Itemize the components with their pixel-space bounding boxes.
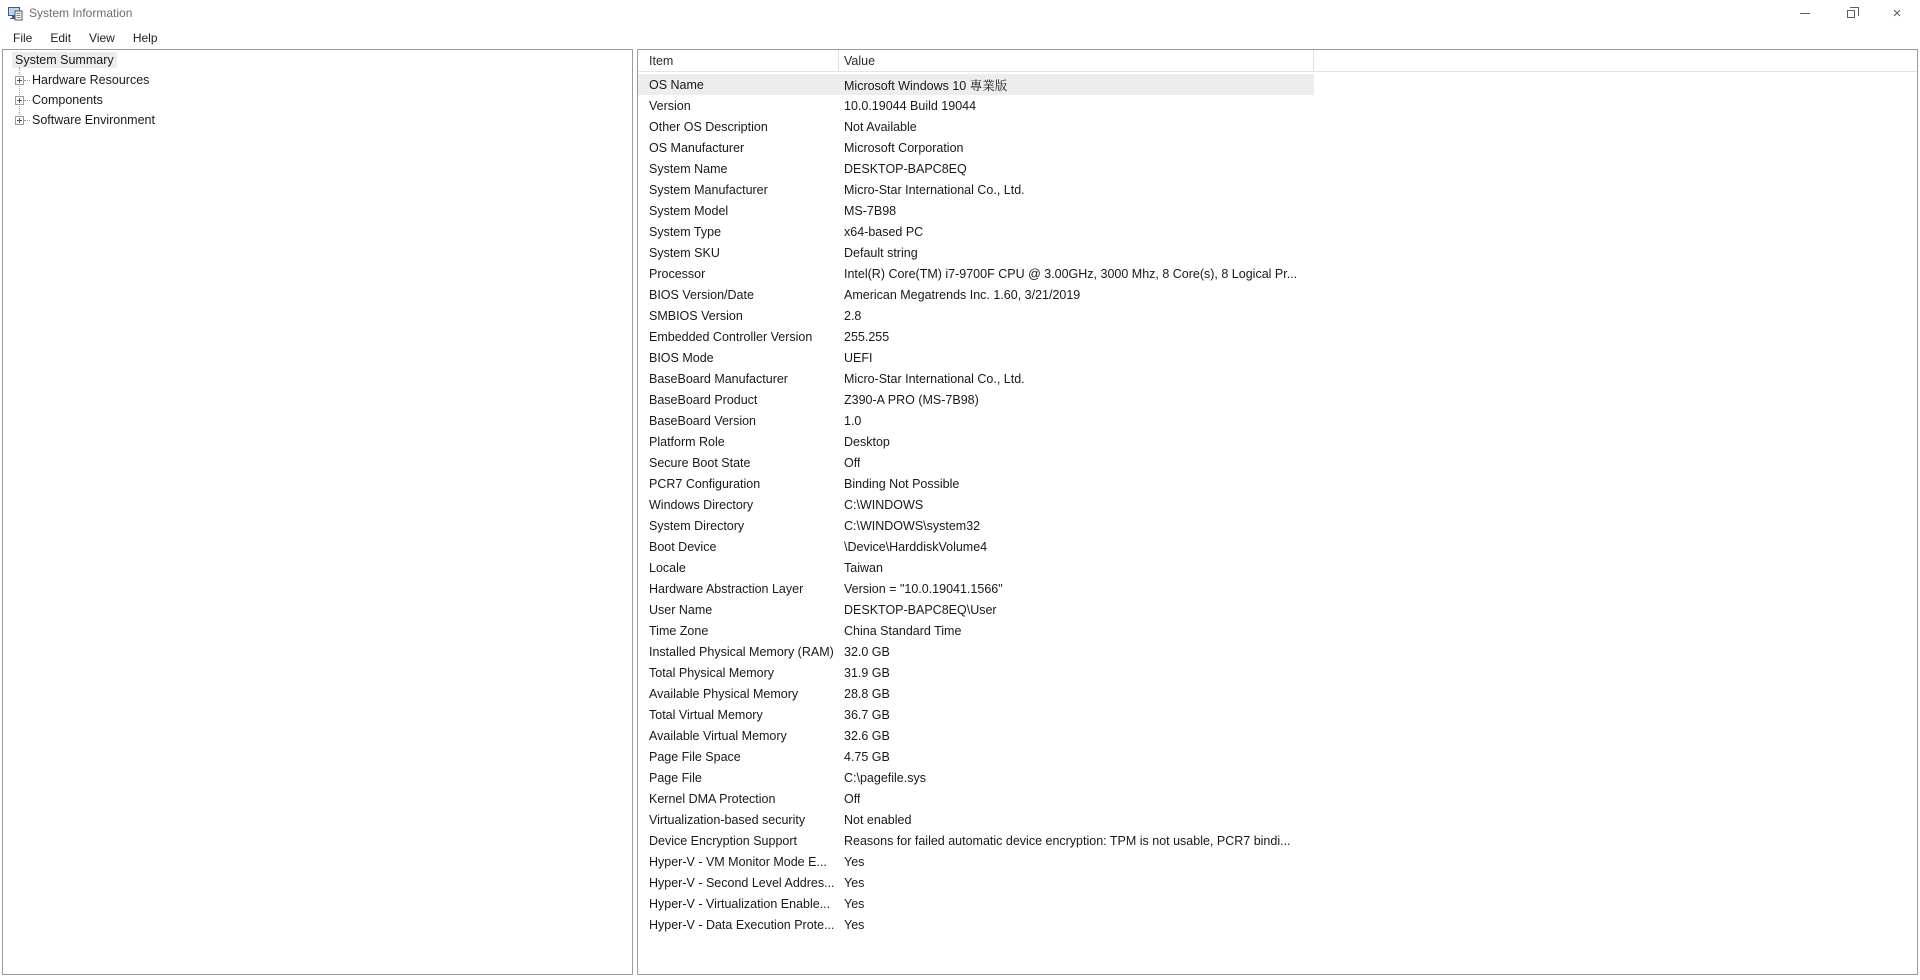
- value-cell: Off: [844, 455, 861, 470]
- table-row[interactable]: [638, 116, 1917, 137]
- expand-plus-icon[interactable]: [15, 76, 24, 85]
- item-cell: Time Zone: [649, 623, 709, 638]
- value-cell: Reasons for failed automatic device encryption: TPM is not usable, PCR7 bindi...: [844, 833, 1291, 848]
- table-row[interactable]: [638, 137, 1917, 158]
- table-row[interactable]: [638, 620, 1917, 641]
- item-cell: Total Virtual Memory: [649, 707, 763, 722]
- list-header: [638, 50, 1917, 72]
- item-cell: Virtualization-based security: [649, 812, 806, 827]
- table-rows: [638, 74, 1917, 935]
- table-row[interactable]: [638, 599, 1917, 620]
- minimize-button[interactable]: [1782, 0, 1828, 26]
- item-cell: Available Virtual Memory: [649, 728, 787, 743]
- item-cell: Device Encryption Support: [649, 833, 797, 848]
- item-cell: BIOS Mode: [649, 350, 714, 365]
- item-cell: Hyper-V - Second Level Addres...: [649, 875, 835, 890]
- table-row[interactable]: [638, 326, 1917, 347]
- table-row[interactable]: [638, 788, 1917, 809]
- table-row[interactable]: [638, 347, 1917, 368]
- table-row[interactable]: [638, 662, 1917, 683]
- category-tree: [3, 50, 632, 130]
- value-cell: Yes: [844, 875, 865, 890]
- value-cell: Off: [844, 791, 861, 806]
- item-cell: SMBIOS Version: [649, 308, 743, 323]
- tree-dash-connector: [24, 100, 30, 101]
- value-cell: Micro-Star International Co., Ltd.: [844, 182, 1025, 197]
- value-cell: Taiwan: [844, 560, 883, 575]
- table-row[interactable]: [638, 830, 1917, 851]
- table-row[interactable]: [638, 683, 1917, 704]
- value-cell: Default string: [844, 245, 918, 260]
- item-cell: BaseBoard Manufacturer: [649, 371, 788, 386]
- value-cell: Version = "10.0.19041.1566": [844, 581, 1003, 596]
- item-cell: Platform Role: [649, 434, 725, 449]
- value-cell: C:\WINDOWS: [844, 497, 924, 512]
- system-information-app-icon: [7, 5, 23, 21]
- value-cell: 1.0: [844, 413, 862, 428]
- column-header-item[interactable]: Item: [638, 50, 839, 71]
- menu-file[interactable]: File: [13, 30, 33, 45]
- value-cell: MS-7B98: [844, 203, 897, 218]
- item-cell: System Directory: [649, 518, 745, 533]
- value-cell: Intel(R) Core(TM) i7-9700F CPU @ 3.00GHz, 3000 Mhz, 8 Core(s), 8 Logical Pr...: [844, 266, 1298, 281]
- table-row[interactable]: [638, 704, 1917, 725]
- table-row[interactable]: [638, 158, 1917, 179]
- tree-dash-connector: [24, 80, 30, 81]
- value-cell: C:\WINDOWS\system32: [844, 518, 981, 533]
- table-row[interactable]: [638, 641, 1917, 662]
- menu-help[interactable]: Help: [132, 30, 158, 45]
- item-cell: Kernel DMA Protection: [649, 791, 776, 806]
- item-cell: User Name: [649, 602, 713, 617]
- item-cell: Secure Boot State: [649, 455, 751, 470]
- tree-root-label: System Summary: [12, 52, 117, 68]
- value-cell: DESKTOP-BAPC8EQ\User: [844, 602, 997, 617]
- table-row[interactable]: [638, 389, 1917, 410]
- table-row[interactable]: [638, 200, 1917, 221]
- tree-item-hardware-resources[interactable]: [3, 70, 632, 90]
- item-cell: Boot Device: [649, 539, 717, 554]
- close-button[interactable]: [1874, 0, 1920, 26]
- tree-item-components[interactable]: [3, 90, 632, 110]
- table-row[interactable]: [638, 536, 1917, 557]
- table-row[interactable]: [638, 809, 1917, 830]
- column-header-filler: [1314, 50, 1917, 71]
- value-cell: 2.8: [844, 308, 862, 323]
- table-row[interactable]: [638, 242, 1917, 263]
- value-cell: Microsoft Windows 10 專業版: [844, 78, 1008, 93]
- menu-edit[interactable]: Edit: [50, 30, 72, 45]
- item-cell: Page File: [649, 770, 702, 785]
- tree-item-software-environment[interactable]: [3, 110, 632, 130]
- value-cell: 32.6 GB: [844, 728, 890, 743]
- value-cell: 10.0.19044 Build 19044: [844, 98, 977, 113]
- table-row[interactable]: [638, 221, 1917, 242]
- column-header-value[interactable]: Value: [839, 50, 1314, 71]
- details-list-panel: [637, 49, 1918, 975]
- table-row[interactable]: [638, 284, 1917, 305]
- item-cell: BaseBoard Product: [649, 392, 758, 407]
- value-cell: DESKTOP-BAPC8EQ: [844, 161, 967, 176]
- value-cell: C:\pagefile.sys: [844, 770, 926, 785]
- item-cell: Other OS Description: [649, 119, 768, 134]
- value-cell: Yes: [844, 854, 865, 869]
- value-cell: \Device\HarddiskVolume4: [844, 539, 988, 554]
- table-row[interactable]: [638, 893, 1917, 914]
- table-row[interactable]: [638, 74, 1314, 95]
- value-cell: Not Available: [844, 119, 917, 134]
- item-cell: Total Physical Memory: [649, 665, 775, 680]
- expand-plus-icon[interactable]: [15, 96, 24, 105]
- table-row[interactable]: [638, 578, 1917, 599]
- item-cell: Hardware Abstraction Layer: [649, 581, 804, 596]
- tree-dash-connector: [24, 120, 30, 121]
- table-row[interactable]: [638, 557, 1917, 578]
- value-cell: Yes: [844, 917, 865, 932]
- item-cell: PCR7 Configuration: [649, 476, 761, 491]
- table-row[interactable]: [638, 431, 1917, 452]
- item-cell: Version: [649, 98, 691, 113]
- value-cell: 31.9 GB: [844, 665, 890, 680]
- table-row[interactable]: [638, 473, 1917, 494]
- table-row[interactable]: [638, 746, 1917, 767]
- tree-children: [3, 70, 632, 130]
- table-row[interactable]: [638, 914, 1917, 935]
- value-cell: Z390-A PRO (MS-7B98): [844, 392, 979, 407]
- item-cell: Hyper-V - Virtualization Enable...: [649, 896, 831, 911]
- tree-item-label: Components: [32, 93, 103, 107]
- table-row[interactable]: [638, 725, 1917, 746]
- table-row[interactable]: [638, 767, 1917, 788]
- window-controls: [1782, 0, 1920, 26]
- item-cell: Hyper-V - Data Execution Prote...: [649, 917, 835, 932]
- tree-item-system-summary[interactable]: [3, 50, 632, 70]
- restore-icon: [1847, 10, 1855, 18]
- item-cell: Hyper-V - VM Monitor Mode E...: [649, 854, 827, 869]
- value-cell: Micro-Star International Co., Ltd.: [844, 371, 1025, 386]
- tree-item-label: Software Environment: [32, 113, 155, 127]
- value-cell: Yes: [844, 896, 865, 911]
- table-row[interactable]: [638, 452, 1917, 473]
- value-cell: x64-based PC: [844, 224, 924, 239]
- item-cell: System SKU: [649, 245, 720, 260]
- item-cell: Locale: [649, 560, 686, 575]
- item-cell: Page File Space: [649, 749, 741, 764]
- value-cell: 4.75 GB: [844, 749, 890, 764]
- table-row[interactable]: [638, 410, 1917, 431]
- value-cell: 255.255: [844, 329, 890, 344]
- table-row[interactable]: [638, 515, 1917, 536]
- menu-bar: [0, 26, 1920, 49]
- value-cell: 36.7 GB: [844, 707, 890, 722]
- navigation-tree-panel: [2, 49, 633, 975]
- minimize-icon: [1800, 13, 1810, 14]
- item-cell: BaseBoard Version: [649, 413, 757, 428]
- window-title: System Information: [29, 6, 133, 20]
- table-row[interactable]: [638, 851, 1917, 872]
- table-row[interactable]: [638, 872, 1917, 893]
- item-cell: Available Physical Memory: [649, 686, 799, 701]
- value-cell: 28.8 GB: [844, 686, 890, 701]
- title-bar: [0, 0, 1920, 26]
- expand-plus-icon[interactable]: [15, 116, 24, 125]
- item-cell: Embedded Controller Version: [649, 329, 813, 344]
- close-icon: ×: [1892, 4, 1902, 22]
- value-cell: UEFI: [844, 350, 873, 365]
- item-cell: BIOS Version/Date: [649, 287, 754, 302]
- table-row[interactable]: [638, 95, 1917, 116]
- table-row[interactable]: [638, 494, 1917, 515]
- item-cell: Installed Physical Memory (RAM): [649, 644, 834, 659]
- table-row[interactable]: [638, 263, 1917, 284]
- menu-view[interactable]: View: [89, 30, 115, 45]
- value-cell: China Standard Time: [844, 623, 962, 638]
- table-row[interactable]: [638, 305, 1917, 326]
- item-cell: OS Name: [649, 77, 704, 92]
- item-cell: OS Manufacturer: [649, 140, 745, 155]
- table-row[interactable]: [638, 179, 1917, 200]
- item-cell: System Name: [649, 161, 728, 176]
- value-cell: Binding Not Possible: [844, 476, 960, 491]
- value-cell: American Megatrends Inc. 1.60, 3/21/2019: [844, 287, 1081, 302]
- value-cell: 32.0 GB: [844, 644, 890, 659]
- tree-item-label: Hardware Resources: [32, 73, 150, 87]
- item-cell: System Type: [649, 224, 722, 239]
- item-cell: Windows Directory: [649, 497, 754, 512]
- item-cell: System Manufacturer: [649, 182, 768, 197]
- value-cell: Desktop: [844, 434, 890, 449]
- item-cell: System Model: [649, 203, 729, 218]
- restore-button[interactable]: [1828, 0, 1874, 26]
- value-cell: Not enabled: [844, 812, 912, 827]
- value-cell: Microsoft Corporation: [844, 140, 964, 155]
- table-row[interactable]: [638, 368, 1917, 389]
- item-cell: Processor: [649, 266, 706, 281]
